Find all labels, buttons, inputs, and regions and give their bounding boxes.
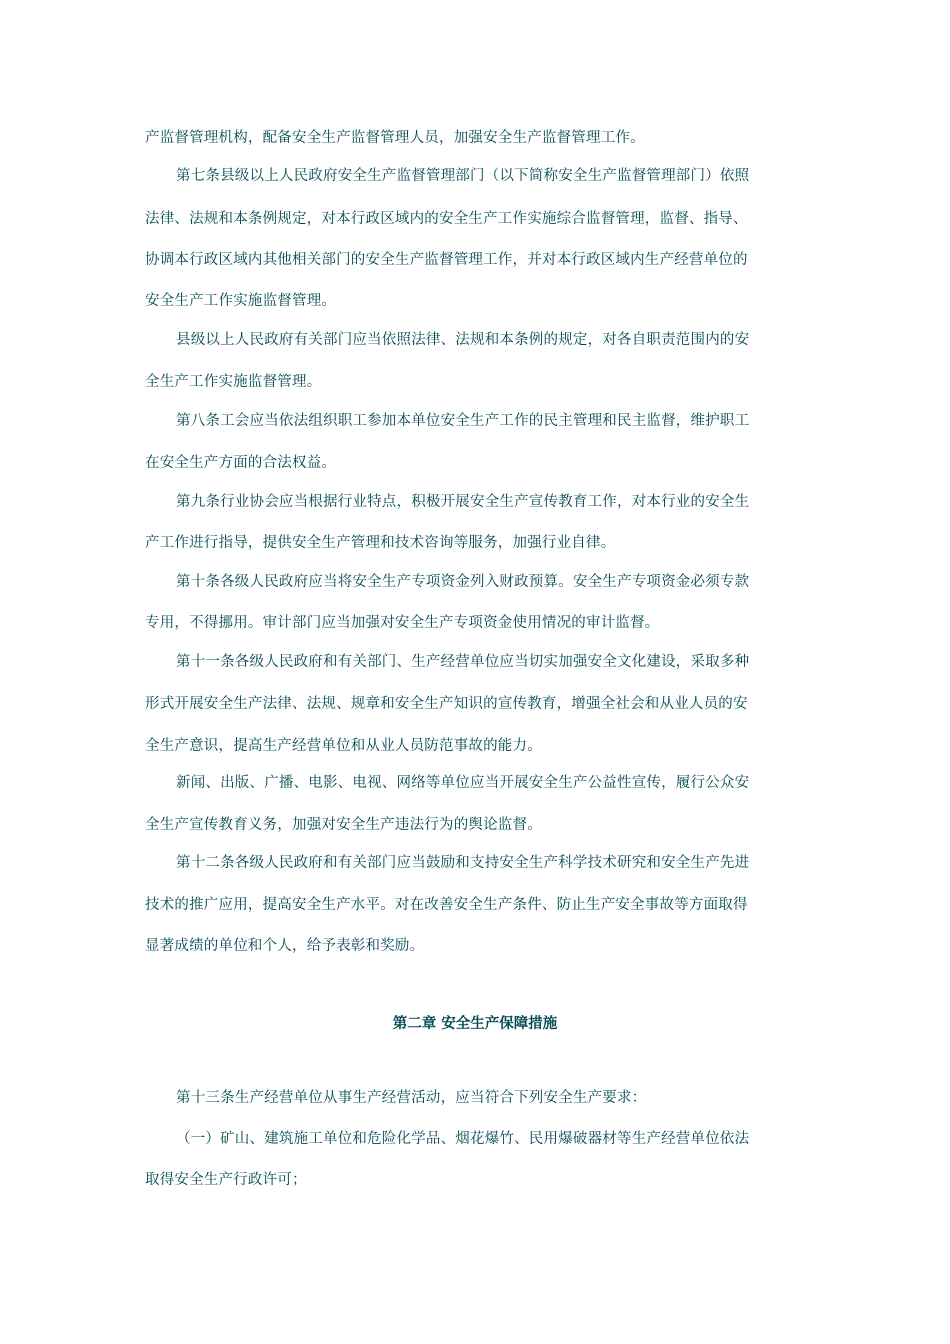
text-line: 全生产工作实施监督管理。 bbox=[145, 374, 322, 390]
text-line: 产监督管理机构，配备安全生产监督管理人员，加强安全生产监督管理工作。 bbox=[145, 130, 645, 146]
text-line: 产工作进行指导，提供安全生产管理和技术咨询等服务，加强行业自律。 bbox=[145, 535, 616, 551]
text-line: 第十二条各级人民政府和有关部门应当鼓励和支持安全生产科学技术研究和安全生产先进 bbox=[176, 855, 750, 871]
text-line: 第九条行业协会应当根据行业特点，积极开展安全生产宣传教育工作，对本行业的安全生 bbox=[176, 494, 750, 510]
text-line: 第七条县级以上人民政府安全生产监督管理部门（以下简称安全生产监督管理部门）依照 bbox=[176, 168, 750, 184]
text-line: （一）矿山、建筑施工单位和危险化学品、烟花爆竹、民用爆破器材等生产经营单位依法 bbox=[176, 1131, 750, 1147]
chapter-heading: 第二章 安全生产保障措施 bbox=[392, 1015, 558, 1032]
text-line: 第八条工会应当依法组织职工参加本单位安全生产工作的民主管理和民主监督，维护职工 bbox=[176, 413, 750, 429]
text-line: 技术的推广应用，提高安全生产水平。对在改善安全生产条件、防止生产安全事故等方面取得 bbox=[145, 897, 748, 913]
text-line: 形式开展安全生产法律、法规、规章和安全生产知识的宣传教育，增强全社会和从业人员的安 bbox=[145, 696, 748, 712]
text-line: 全生产宣传教育义务，加强对安全生产违法行为的舆论监督。 bbox=[145, 817, 542, 833]
text-line: 法律、法规和本条例规定，对本行政区域内的安全生产工作实施综合监督管理，监督、指导、 bbox=[145, 211, 748, 227]
text-line: 安全生产工作实施监督管理。 bbox=[145, 293, 337, 309]
text-line: 第十条各级人民政府应当将安全生产专项资金列入财政预算。安全生产专项资金必须专款 bbox=[176, 574, 750, 590]
text-line: 全生产意识，提高生产经营单位和从业人员防范事故的能力。 bbox=[145, 738, 542, 754]
text-line: 专用，不得挪用。审计部门应当加强对安全生产专项资金使用情况的审计监督。 bbox=[145, 615, 660, 631]
text-line: 取得安全生产行政许可； bbox=[145, 1172, 307, 1188]
text-line: 第十一条各级人民政府和有关部门、生产经营单位应当切实加强安全文化建设，采取多种 bbox=[176, 654, 750, 670]
text-line: 显著成绩的单位和个人，给予表彰和奖励。 bbox=[145, 938, 425, 954]
text-line: 在安全生产方面的合法权益。 bbox=[145, 455, 337, 471]
text-line: 县级以上人民政府有关部门应当依照法律、法规和本条例的规定，对各自职责范围内的安 bbox=[176, 332, 750, 348]
text-line: 协调本行政区域内其他相关部门的安全生产监督管理工作，并对本行政区域内生产经营单位的 bbox=[145, 252, 748, 268]
text-line: 第十三条生产经营单位从事生产经营活动，应当符合下列安全生产要求： bbox=[176, 1090, 647, 1106]
text-line: 新闻、出版、广播、电影、电视、网络等单位应当开展安全生产公益性宣传，履行公众安 bbox=[176, 775, 750, 791]
